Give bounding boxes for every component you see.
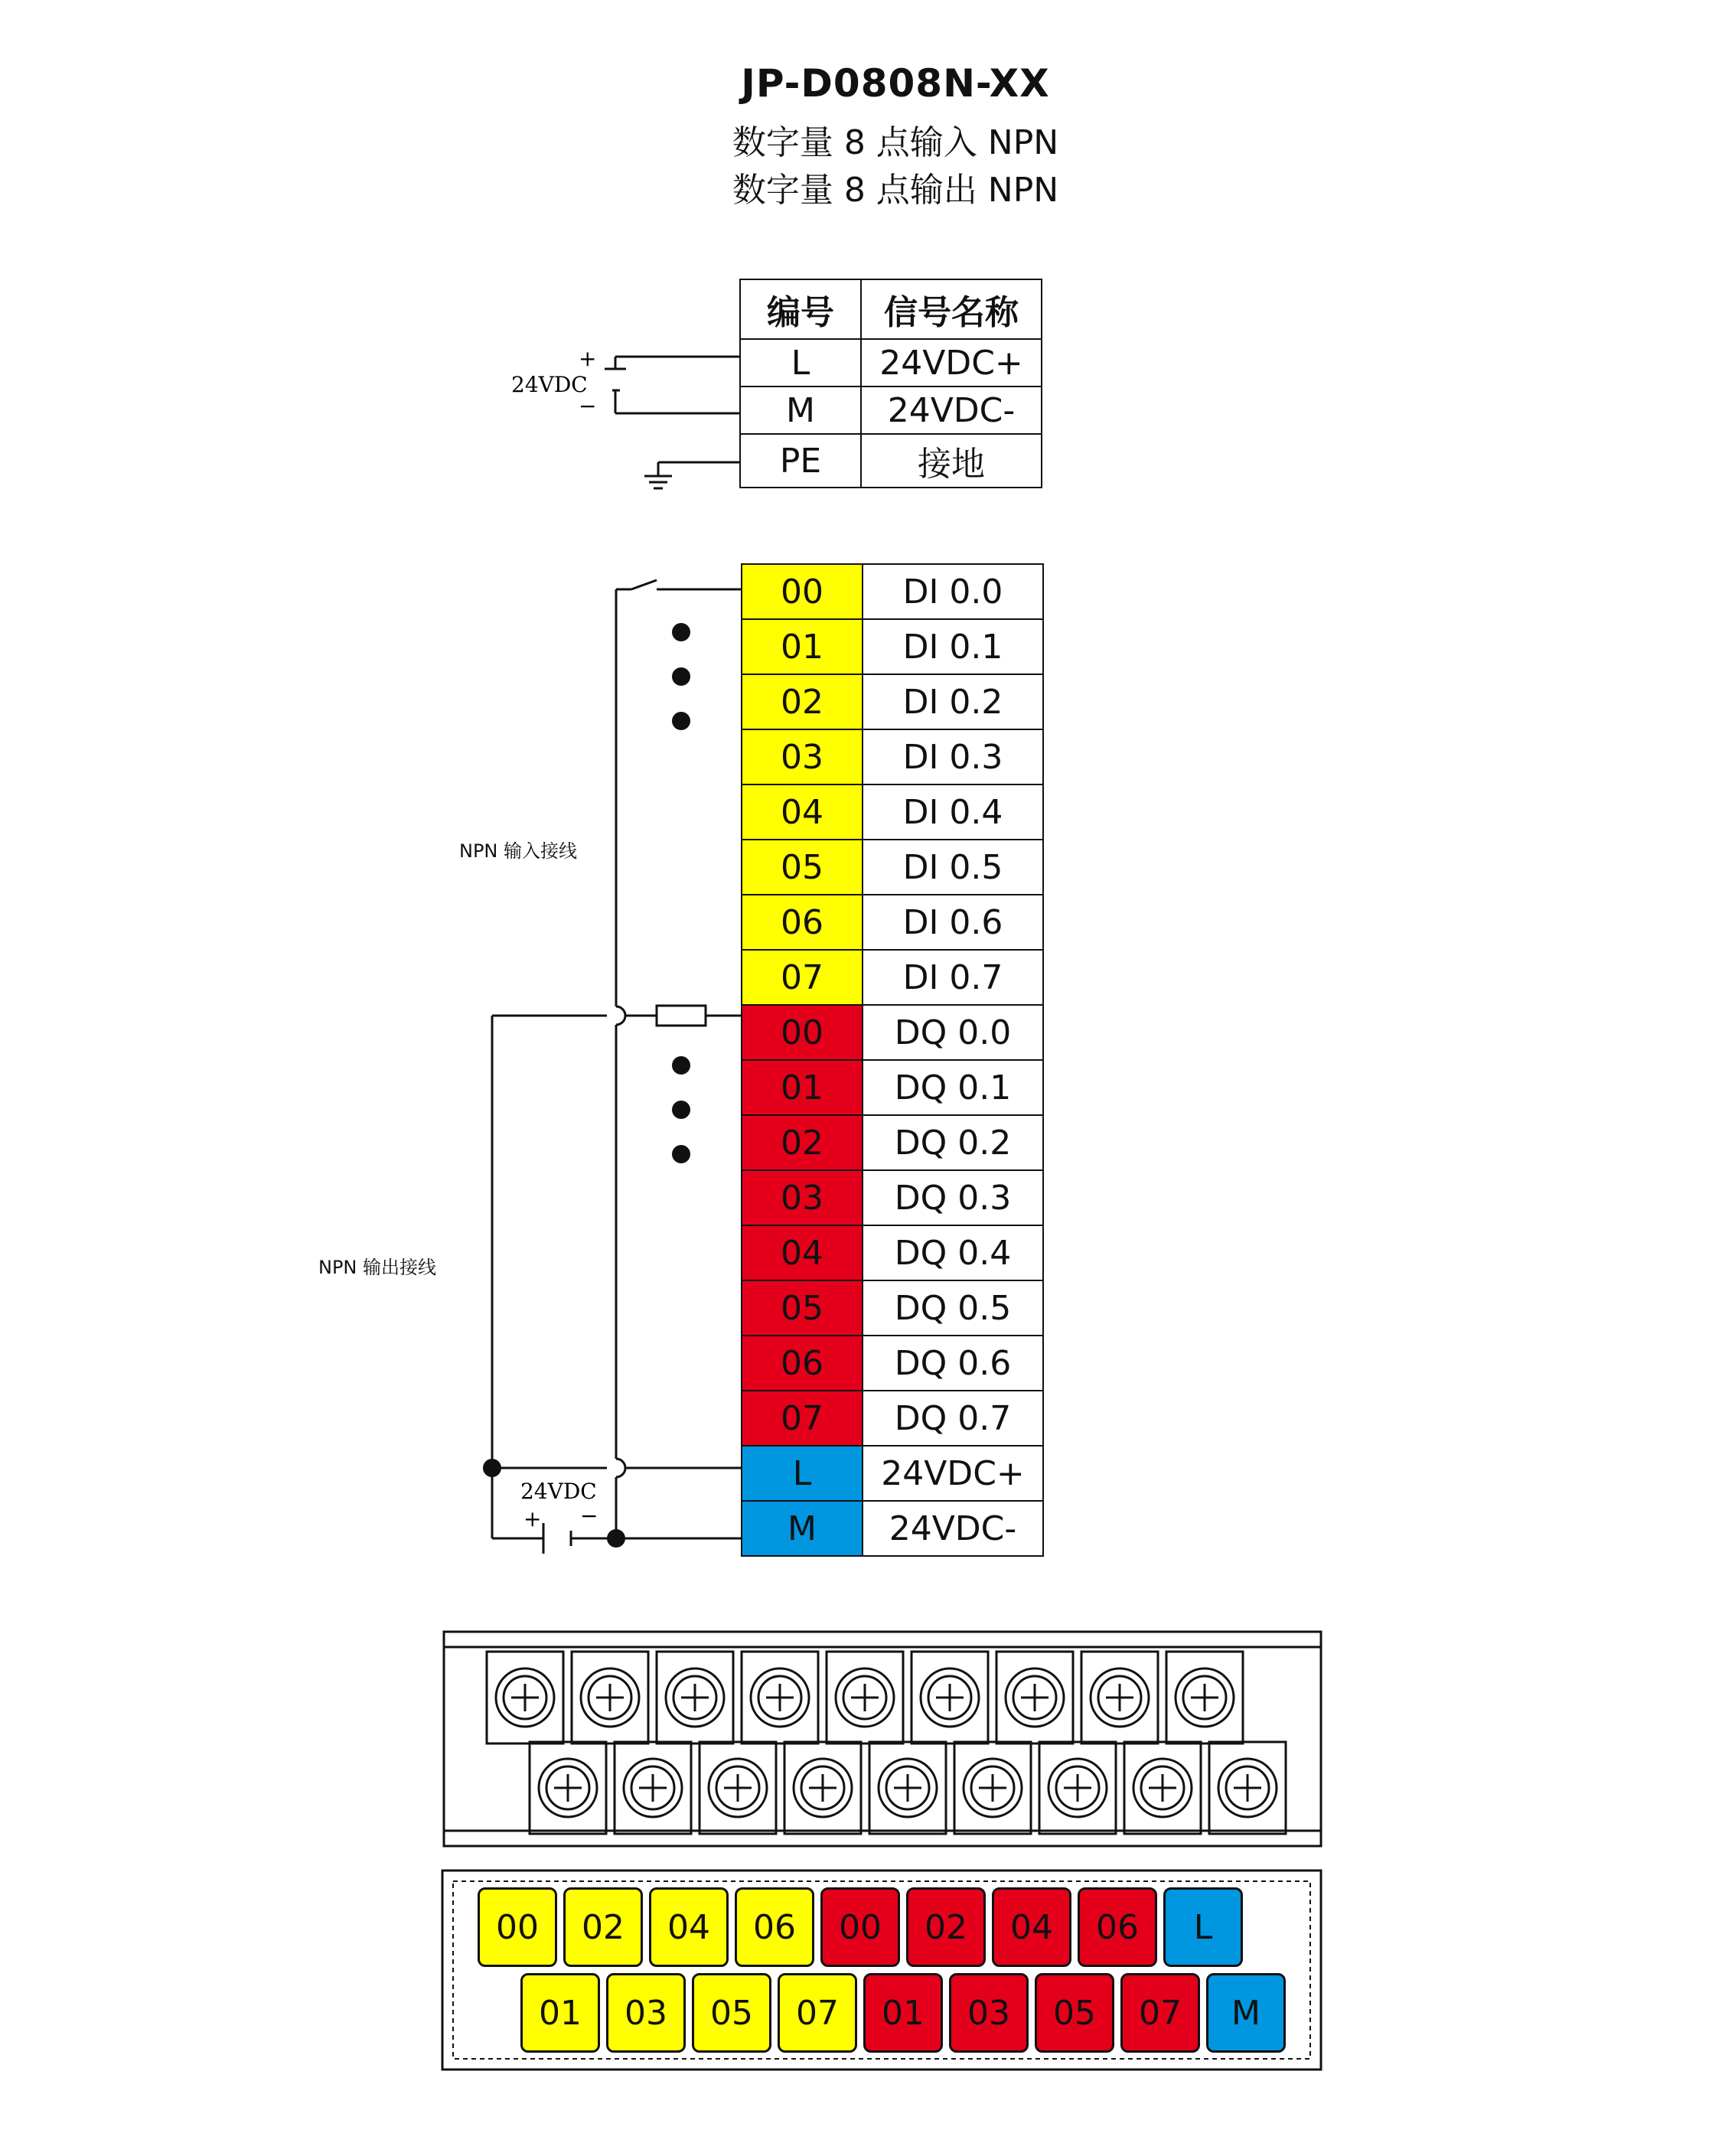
io-row bbox=[742, 1446, 1043, 1501]
screw-terminal bbox=[487, 1652, 563, 1743]
io-row bbox=[742, 1005, 1043, 1060]
io-id-cell: 03 bbox=[742, 1170, 863, 1225]
top-supply-minus: − bbox=[579, 393, 597, 419]
screw-terminal bbox=[530, 1742, 606, 1834]
io-signal-cell: 24VDC+ bbox=[863, 1446, 1043, 1501]
terminal-tile: 00 bbox=[478, 1887, 557, 1967]
terminal-tile: 07 bbox=[1120, 1973, 1200, 2053]
screw-terminal bbox=[657, 1652, 733, 1743]
io-row bbox=[742, 619, 1043, 674]
output-description: 数字量 8 点输出 NPN bbox=[732, 171, 1059, 210]
terminal-tile: 05 bbox=[1035, 1973, 1114, 2053]
io-row bbox=[742, 1336, 1043, 1391]
screw-terminal bbox=[615, 1742, 691, 1834]
io-signal-cell: DQ 0.6 bbox=[863, 1336, 1043, 1391]
top-supply bbox=[605, 357, 739, 488]
screw-terminal bbox=[827, 1652, 903, 1743]
io-signal-cell: DI 0.0 bbox=[863, 564, 1043, 619]
terminal-tile: 03 bbox=[606, 1973, 686, 2053]
screw-terminal bbox=[1039, 1742, 1116, 1834]
top-supply-label: 24VDC bbox=[511, 372, 588, 397]
model-title: JP-D0808N-XX bbox=[741, 61, 1050, 106]
io-signal-cell: DQ 0.4 bbox=[863, 1225, 1043, 1280]
top-supply-plus: + bbox=[579, 346, 597, 371]
npn-output-label: NPN 输出接线 bbox=[318, 1257, 437, 1278]
terminal-tile: 07 bbox=[778, 1973, 857, 2053]
io-row bbox=[742, 674, 1043, 729]
screw-terminal bbox=[1209, 1742, 1286, 1834]
io-signal-cell: DI 0.1 bbox=[863, 619, 1043, 674]
io-id-cell: 02 bbox=[742, 1115, 863, 1170]
io-signal-cell: DQ 0.2 bbox=[863, 1115, 1043, 1170]
io-id-cell: 01 bbox=[742, 619, 863, 674]
npn-input-label: NPN 输入接线 bbox=[459, 840, 578, 862]
power-signal-pe: 接地 bbox=[861, 434, 1042, 488]
terminal-block-drawing bbox=[444, 1632, 1321, 1846]
io-signal-cell: DQ 0.5 bbox=[863, 1280, 1043, 1336]
screw-terminal bbox=[784, 1742, 861, 1834]
screws-bottom-row bbox=[530, 1742, 1286, 1834]
terminal-tile: 01 bbox=[520, 1973, 600, 2053]
terminal-map-top-row bbox=[478, 1887, 1249, 1967]
terminal-tile: 05 bbox=[692, 1973, 771, 2053]
io-row bbox=[742, 1225, 1043, 1280]
power-signal-l: 24VDC+ bbox=[861, 339, 1042, 387]
io-id-cell: 04 bbox=[742, 1225, 863, 1280]
io-id-cell: 04 bbox=[742, 784, 863, 840]
io-signal-cell: DI 0.5 bbox=[863, 840, 1043, 895]
io-id-cell: 06 bbox=[742, 1336, 863, 1391]
io-id-cell: 06 bbox=[742, 895, 863, 950]
bottom-supply-minus: − bbox=[580, 1503, 598, 1528]
io-id-cell: 03 bbox=[742, 729, 863, 784]
io-signal-cell: DI 0.3 bbox=[863, 729, 1043, 784]
io-id-cell: M bbox=[742, 1501, 863, 1556]
io-id-cell: 00 bbox=[742, 564, 863, 619]
io-row bbox=[742, 1060, 1043, 1115]
terminal-tile: 00 bbox=[820, 1887, 900, 1967]
io-row bbox=[742, 1115, 1043, 1170]
terminal-tile: M bbox=[1206, 1973, 1286, 2053]
screws-top-row bbox=[487, 1652, 1243, 1743]
io-id-cell: L bbox=[742, 1446, 863, 1501]
io-signal-cell: DQ 0.7 bbox=[863, 1391, 1043, 1446]
io-id-cell: 02 bbox=[742, 674, 863, 729]
io-id-cell: 05 bbox=[742, 1280, 863, 1336]
terminal-tile: 03 bbox=[949, 1973, 1029, 2053]
io-id-cell: 00 bbox=[742, 1005, 863, 1060]
screw-terminal bbox=[912, 1652, 988, 1743]
io-id-cell: 01 bbox=[742, 1060, 863, 1115]
io-signal-cell: DI 0.6 bbox=[863, 895, 1043, 950]
io-row bbox=[742, 840, 1043, 895]
screw-terminal bbox=[1081, 1652, 1158, 1743]
io-row bbox=[742, 729, 1043, 784]
terminal-tile: 02 bbox=[563, 1887, 643, 1967]
bottom-supply-plus: + bbox=[523, 1506, 542, 1531]
io-row bbox=[742, 784, 1043, 840]
io-id-cell: 07 bbox=[742, 1391, 863, 1446]
screw-terminal bbox=[954, 1742, 1031, 1834]
power-id-m: M bbox=[740, 387, 861, 434]
io-id-cell: 05 bbox=[742, 840, 863, 895]
io-row bbox=[742, 950, 1043, 1005]
io-table bbox=[741, 563, 1044, 1557]
screw-terminal bbox=[1166, 1652, 1243, 1743]
screw-terminal bbox=[996, 1652, 1073, 1743]
terminal-tile: 06 bbox=[1078, 1887, 1157, 1967]
screw-terminal bbox=[742, 1652, 818, 1743]
screw-terminal bbox=[700, 1742, 776, 1834]
io-row bbox=[742, 564, 1043, 619]
io-signal-cell: DQ 0.0 bbox=[863, 1005, 1043, 1060]
screw-terminal bbox=[1124, 1742, 1201, 1834]
io-row bbox=[742, 1391, 1043, 1446]
output-dots bbox=[483, 1056, 690, 1548]
input-description: 数字量 8 点输入 NPN bbox=[732, 123, 1059, 162]
terminal-tile: L bbox=[1163, 1887, 1243, 1967]
io-signal-cell: DI 0.7 bbox=[863, 950, 1043, 1005]
power-id-pe: PE bbox=[740, 434, 861, 488]
terminal-tile: 02 bbox=[906, 1887, 986, 1967]
terminal-tile: 04 bbox=[992, 1887, 1071, 1967]
io-row bbox=[742, 1501, 1043, 1556]
terminal-tile: 01 bbox=[863, 1973, 943, 2053]
io-row bbox=[742, 1280, 1043, 1336]
io-signal-cell: DQ 0.3 bbox=[863, 1170, 1043, 1225]
io-signal-cell: DI 0.4 bbox=[863, 784, 1043, 840]
terminal-tile: 06 bbox=[735, 1887, 814, 1967]
input-dots bbox=[672, 623, 690, 730]
io-row bbox=[742, 1170, 1043, 1225]
io-signal-cell: DQ 0.1 bbox=[863, 1060, 1043, 1115]
io-row bbox=[742, 895, 1043, 950]
screw-terminal bbox=[869, 1742, 946, 1834]
header-id: 编号 bbox=[740, 279, 861, 339]
terminal-tile: 04 bbox=[649, 1887, 729, 1967]
bottom-supply-label: 24VDC bbox=[520, 1479, 597, 1504]
power-id-l: L bbox=[740, 339, 861, 387]
io-signal-cell: 24VDC- bbox=[863, 1501, 1043, 1556]
power-signal-m: 24VDC- bbox=[861, 387, 1042, 434]
screw-terminal bbox=[572, 1652, 648, 1743]
io-id-cell: 07 bbox=[742, 950, 863, 1005]
terminal-map-bottom-row bbox=[520, 1973, 1292, 2053]
io-signal-cell: DI 0.2 bbox=[863, 674, 1043, 729]
header-signal: 信号名称 bbox=[861, 279, 1042, 339]
